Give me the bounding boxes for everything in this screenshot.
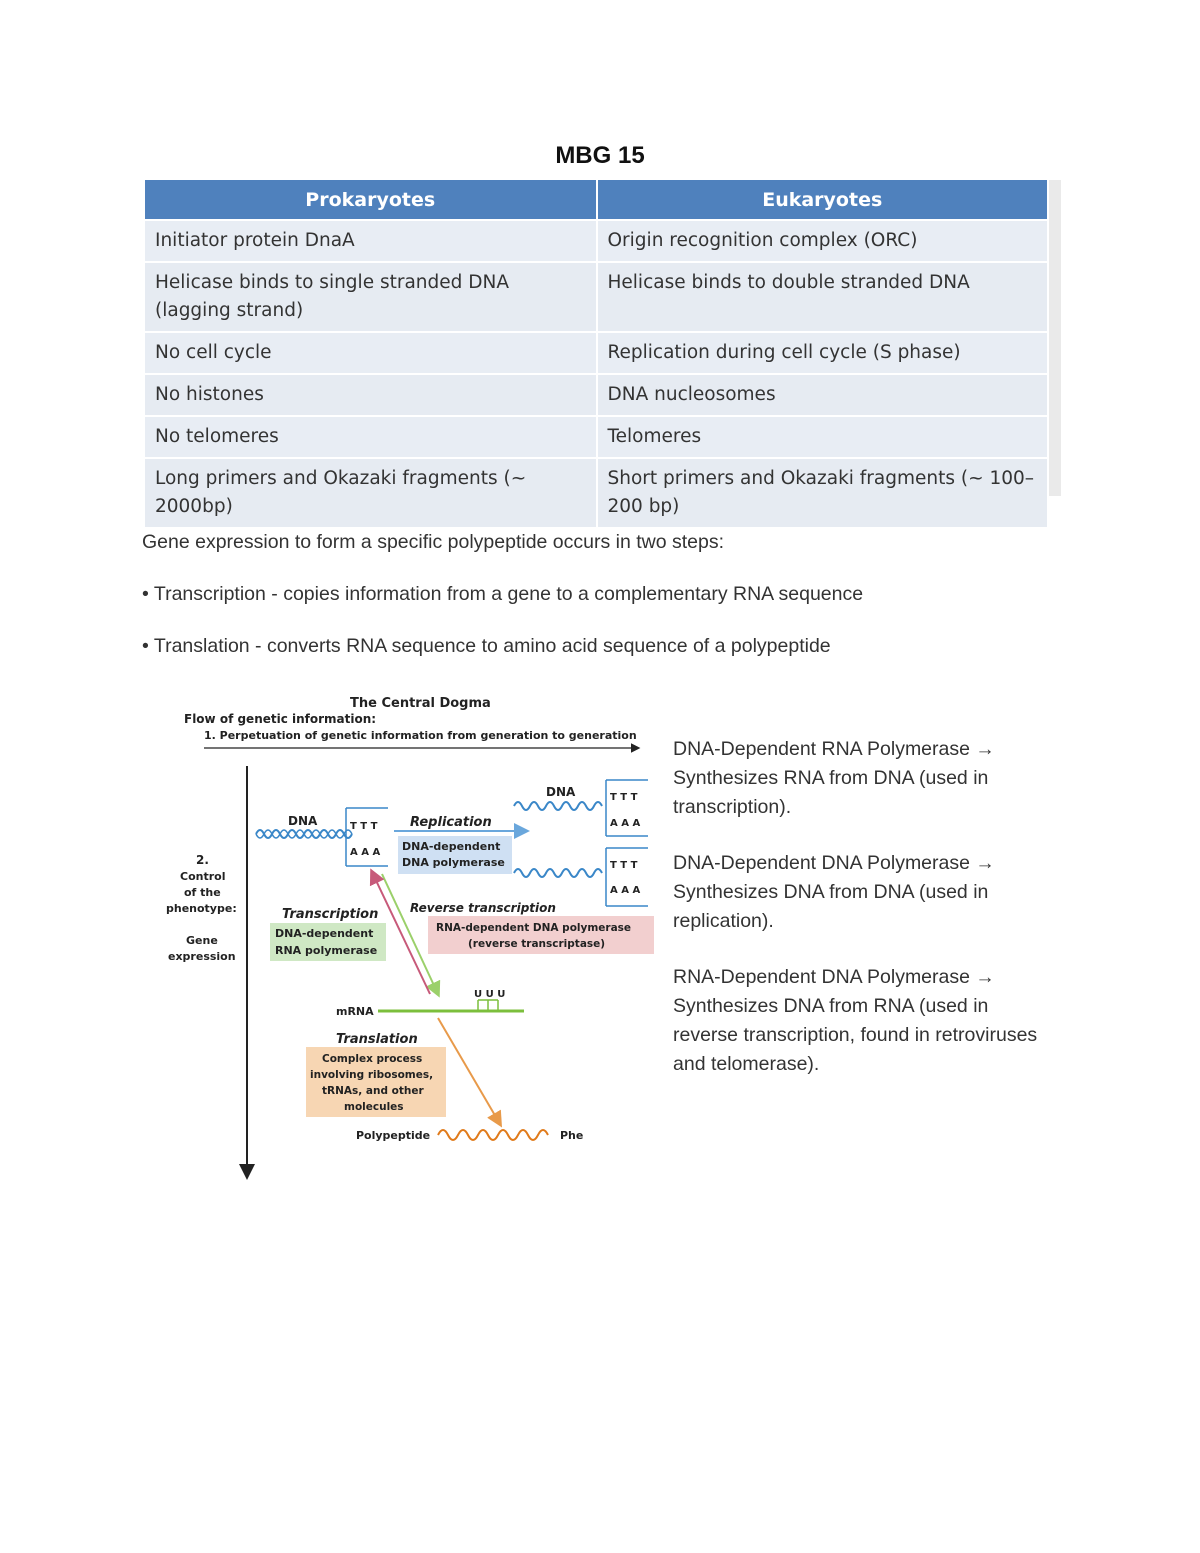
- dna-bracket-right-bottom: [606, 848, 648, 906]
- table-cell: Origin recognition complex (ORC): [597, 220, 1049, 262]
- gene-expression-line1: Gene: [186, 934, 218, 947]
- dna-label-left: DNA: [288, 814, 318, 828]
- aaa-right-bottom: A A A: [610, 885, 641, 896]
- ttt-left: T T T: [350, 821, 378, 832]
- table-cell: No cell cycle: [145, 332, 597, 374]
- table-cell: Short primers and Okazaki fragments (~ 100–200 bp): [597, 458, 1049, 527]
- polypeptide-chain: [438, 1130, 548, 1140]
- table-shadow: [1049, 180, 1061, 496]
- bullet-transcription: • Transcription - copies information from a gene to a complementary RNA sequence: [142, 583, 864, 605]
- translation-label: Translation: [336, 1032, 418, 1047]
- item2-number: 2.: [196, 853, 209, 867]
- table-cell: Initiator protein DnaA: [145, 220, 597, 262]
- item2-line2: of the: [184, 886, 221, 899]
- table-row: [145, 262, 1048, 332]
- dna-dep-rna-pol-line2: RNA polymerase: [275, 944, 378, 957]
- comparison-table: [145, 180, 1049, 527]
- page-title: MBG 15: [555, 142, 645, 169]
- table-row: [145, 458, 1048, 527]
- table-cell: Replication during cell cycle (S phase): [597, 332, 1049, 374]
- dna-dep-dna-pol-line2: DNA polymerase: [402, 856, 505, 869]
- note-dna-dependent-rna-polymerase: DNA-Dependent RNA Polymerase → Synthesizes RNA from DNA (used in transcription).: [673, 738, 995, 818]
- aaa-right-top: A A A: [610, 818, 641, 829]
- translation-line4: molecules: [344, 1101, 404, 1113]
- diagram-title: The Central Dogma: [350, 696, 491, 711]
- table-cell: Long primers and Okazaki fragments (~ 2000bp): [145, 458, 597, 527]
- table-cell: No histones: [145, 374, 597, 416]
- item2-line3: phenotype:: [166, 902, 237, 915]
- header-prokaryotes: Prokaryotes: [145, 180, 597, 220]
- table-cell: Helicase binds to single stranded DNA (lagging strand): [145, 262, 597, 332]
- dna-dep-rna-pol-line1: DNA-dependent: [275, 927, 374, 940]
- bullet-translation: • Translation - converts RNA sequence to amino acid sequence of a polypeptide: [142, 635, 831, 657]
- item1-label: 1. Perpetuation of genetic information from generation to generation: [204, 729, 637, 742]
- translation-line2: involving ribosomes,: [310, 1069, 434, 1081]
- transcription-label: Transcription: [282, 907, 379, 922]
- translation-line3: tRNAs, and other: [322, 1085, 424, 1097]
- aaa-left: A A A: [350, 847, 381, 858]
- table-cell: Telomeres: [597, 416, 1049, 458]
- reverse-transcription-label: Reverse transcription: [410, 901, 556, 915]
- item2-line1: Control: [180, 870, 226, 883]
- polypeptide-label: Polypeptide: [356, 1129, 431, 1142]
- mrna-label: mRNA: [336, 1005, 374, 1018]
- note-rna-dependent-dna-polymerase: RNA-Dependent DNA Polymerase → Synthesizes DNA from RNA (used in reverse transcription, found in retroviruses and telomerase).: [673, 966, 1038, 1075]
- table-row: [145, 220, 1048, 262]
- table-row: [145, 332, 1048, 374]
- dna-dep-dna-pol-line1: DNA-dependent: [402, 840, 501, 853]
- note-dna-dependent-dna-polymerase: DNA-Dependent DNA Polymerase → Synthesizes DNA from DNA (used in replication).: [673, 852, 995, 932]
- rna-dep-dna-pol-line2: (reverse transcriptase): [468, 938, 606, 950]
- central-dogma-diagram: [160, 688, 660, 1188]
- rna-dep-dna-pol-line1: RNA-dependent DNA polymerase: [436, 922, 632, 934]
- replication-label: Replication: [410, 815, 492, 830]
- comparison-table-container: [145, 180, 1061, 527]
- dna-strand-right-top: [514, 802, 602, 810]
- table-cell: DNA nucleosomes: [597, 374, 1049, 416]
- table-cell: No telomeres: [145, 416, 597, 458]
- codon-ticks: [478, 1000, 498, 1010]
- table-row: [145, 374, 1048, 416]
- table-cell: Helicase binds to double stranded DNA: [597, 262, 1049, 332]
- ttt-right-bottom: T T T: [610, 860, 638, 871]
- gene-expression-line2: expression: [168, 950, 236, 963]
- table-header-row: [145, 180, 1048, 220]
- ttt-right-top: T T T: [610, 792, 638, 803]
- dna-strand-right-bottom: [514, 869, 602, 877]
- uuu-label: U U U: [474, 989, 506, 1000]
- intro-text: Gene expression to form a specific polypeptide occurs in two steps:: [142, 531, 725, 553]
- header-eukaryotes: Eukaryotes: [597, 180, 1049, 220]
- translation-arrow: [438, 1018, 500, 1124]
- table-row: [145, 416, 1048, 458]
- translation-line1: Complex process: [322, 1053, 423, 1065]
- flow-label: Flow of genetic information:: [184, 712, 377, 726]
- phe-label: Phe: [560, 1129, 584, 1142]
- dna-label-right: DNA: [546, 785, 576, 799]
